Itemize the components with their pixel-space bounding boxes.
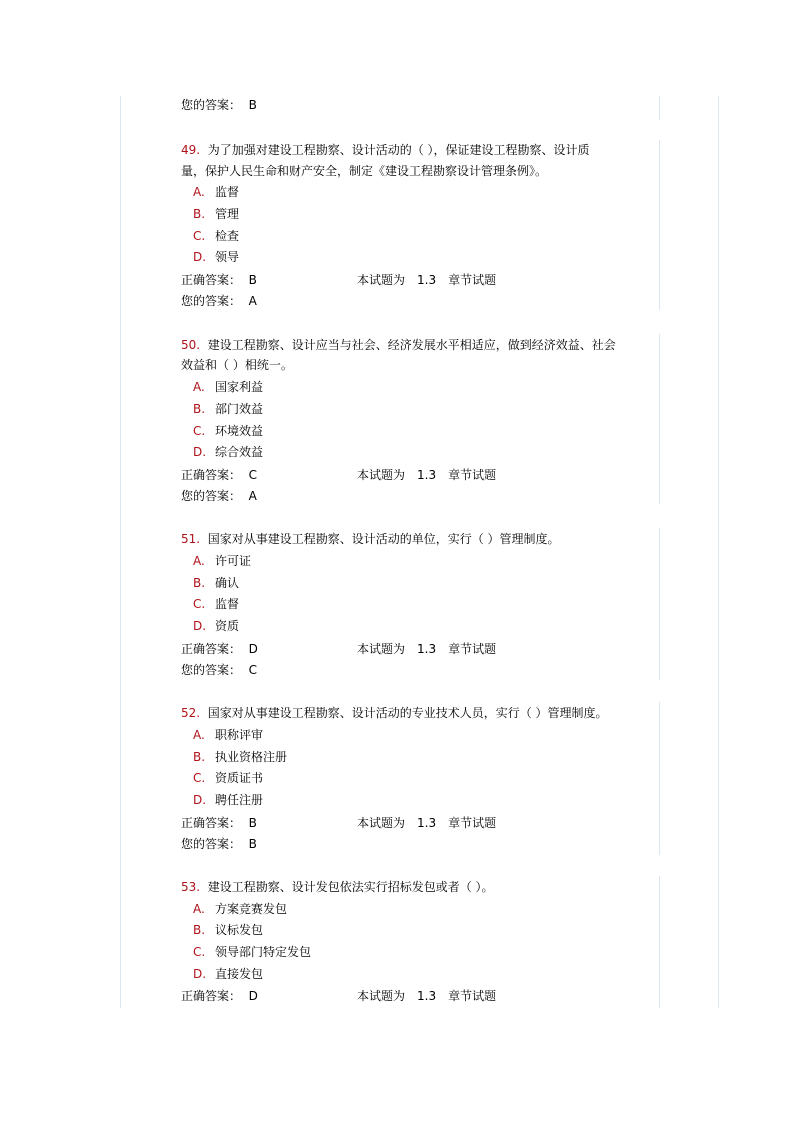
stem-line: 建设工程勘察、设计发包依法实行招标发包或者（ ）。	[207, 880, 494, 894]
option-c[interactable]: C. 资质证书	[193, 771, 264, 785]
your-answer-label: 您的答案：	[181, 98, 242, 112]
option-a[interactable]: A. 方案竞赛发包	[193, 902, 288, 916]
previous-your-answer	[181, 97, 257, 113]
correct-answer: 正确答案： C	[181, 468, 258, 482]
your-answer: 您的答案： B	[181, 837, 257, 851]
option-c[interactable]: C. 环境效益	[193, 424, 264, 438]
correct-answer: 正确答案： D	[181, 989, 258, 1003]
page-border-right	[718, 96, 719, 1008]
your-answer: 您的答案： C	[181, 663, 258, 677]
option-b[interactable]: B. 议标发包	[193, 923, 264, 937]
question-divider	[659, 702, 660, 855]
option-a[interactable]: A. 监督	[193, 185, 240, 199]
question-number: 52.	[181, 706, 201, 720]
question-stem	[181, 531, 560, 547]
question-stem	[181, 142, 590, 158]
question-number: 50.	[181, 338, 201, 352]
correct-answer: 正确答案： B	[181, 816, 257, 830]
question-number: 53.	[181, 880, 201, 894]
question-divider	[659, 334, 660, 504]
option-b[interactable]: B. 管理	[193, 207, 240, 221]
option-b[interactable]: B. 确认	[193, 576, 240, 590]
question-divider	[659, 876, 660, 1008]
stem-line: 为了加强对建设工程勘察、设计活动的（ ），保证建设工程勘察、设计质	[207, 143, 590, 157]
question-meta: 本试题为 1.3 章节试题	[357, 273, 497, 287]
option-a[interactable]: A. 国家利益	[193, 380, 264, 394]
option-c[interactable]: C. 领导部门特定发包	[193, 945, 312, 959]
page-border-left	[120, 96, 121, 1008]
correct-answer: 正确答案： B	[181, 273, 257, 287]
question-meta: 本试题为 1.3 章节试题	[357, 642, 497, 656]
question-divider	[659, 140, 660, 310]
question-stem	[181, 879, 494, 895]
question-meta: 本试题为 1.3 章节试题	[357, 989, 497, 1003]
stem-line: 建设工程勘察、设计应当与社会、经济发展水平相适应，做到经济效益、社会	[207, 338, 616, 352]
question-divider	[659, 528, 660, 680]
option-d[interactable]: D. 综合效益	[193, 445, 264, 459]
your-answer: 您的答案： A	[181, 294, 257, 308]
option-b[interactable]: B. 执业资格注册	[193, 750, 288, 764]
question-divider	[659, 96, 660, 120]
your-answer-value: B	[248, 98, 257, 112]
option-b[interactable]: B. 部门效益	[193, 402, 264, 416]
question-meta: 本试题为 1.3 章节试题	[357, 816, 497, 830]
stem-line: 量，保护人民生命和财产安全，制定《建设工程勘察设计管理条例》。	[181, 164, 548, 178]
correct-answer: 正确答案： D	[181, 642, 258, 656]
option-d[interactable]: D. 聘任注册	[193, 793, 264, 807]
option-d[interactable]: D. 资质	[193, 619, 240, 633]
stem-line: 国家对从事建设工程勘察、设计活动的单位，实行（ ）管理制度。	[207, 532, 560, 546]
option-d[interactable]: D. 领导	[193, 250, 240, 264]
stem-line: 效益和（ ）相统一。	[181, 358, 293, 372]
stem-line: 国家对从事建设工程勘察、设计活动的专业技术人员，实行（ ）管理制度。	[207, 706, 608, 720]
option-d[interactable]: D. 直接发包	[193, 967, 264, 981]
option-c[interactable]: C. 监督	[193, 597, 240, 611]
your-answer: 您的答案： A	[181, 489, 257, 503]
option-a[interactable]: A. 许可证	[193, 554, 252, 568]
question-number: 51.	[181, 532, 201, 546]
question-stem	[181, 337, 616, 353]
question-stem	[181, 705, 608, 721]
question-number: 49.	[181, 143, 201, 157]
option-c[interactable]: C. 检查	[193, 229, 240, 243]
option-a[interactable]: A. 职称评审	[193, 728, 264, 742]
question-meta: 本试题为 1.3 章节试题	[357, 468, 497, 482]
